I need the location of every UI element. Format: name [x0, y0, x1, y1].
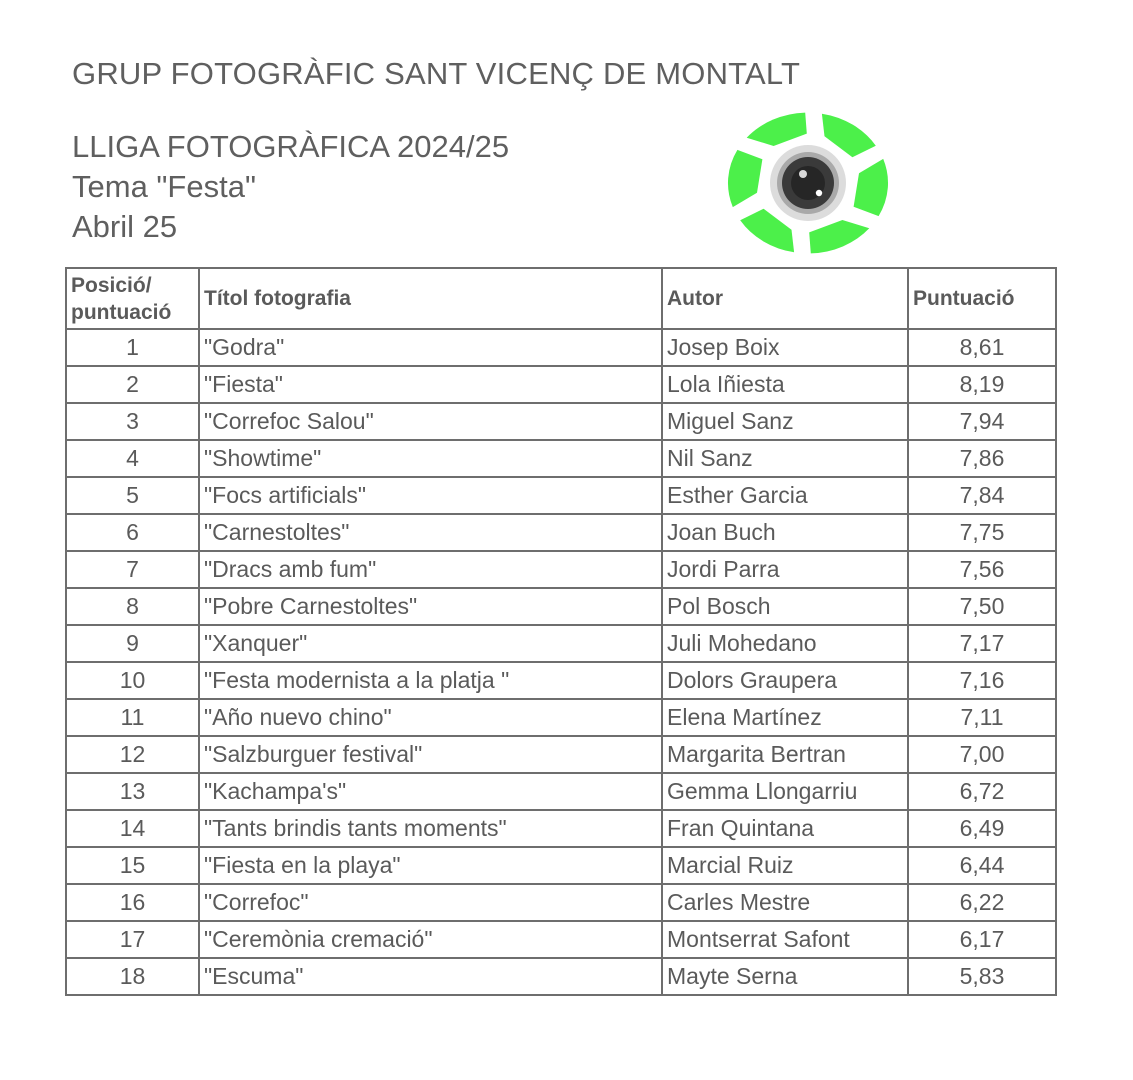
ranking-table	[65, 267, 1057, 996]
author-cell: Nil Sanz	[662, 440, 908, 477]
author-cell: Elena Martínez	[662, 699, 908, 736]
table-row	[66, 403, 1056, 440]
position-cell: 9	[66, 625, 199, 662]
table-row	[66, 847, 1056, 884]
table-row	[66, 662, 1056, 699]
author-cell: Fran Quintana	[662, 810, 908, 847]
author-cell: Mayte Serna	[662, 958, 908, 995]
author-cell: Juli Mohedano	[662, 625, 908, 662]
score-cell: 7,17	[908, 625, 1056, 662]
author-cell: Jordi Parra	[662, 551, 908, 588]
author-cell: Josep Boix	[662, 329, 908, 366]
header-author: Autor	[662, 268, 908, 329]
score-cell: 8,19	[908, 366, 1056, 403]
league-info	[72, 127, 509, 247]
title-cell: "Focs artificials"	[199, 477, 662, 514]
score-cell: 6,72	[908, 773, 1056, 810]
title-cell: "Godra"	[199, 329, 662, 366]
table-row	[66, 366, 1056, 403]
shutter-blade	[809, 220, 869, 253]
title-cell: "Dracs amb fum"	[199, 551, 662, 588]
theme-title: Tema "Festa"	[72, 169, 256, 204]
organization-title: GRUP FOTOGRÀFIC SANT VICENÇ DE MONTALT	[72, 56, 801, 91]
title-cell: "Pobre Carnestoltes"	[199, 588, 662, 625]
title-cell: "Salzburguer festival"	[199, 736, 662, 773]
author-cell: Joan Buch	[662, 514, 908, 551]
header-position-line2: puntuació	[71, 300, 172, 324]
title-cell: "Carnestoltes"	[199, 514, 662, 551]
author-cell: Carles Mestre	[662, 884, 908, 921]
author-cell: Dolors Graupera	[662, 662, 908, 699]
score-cell: 7,11	[908, 699, 1056, 736]
title-cell: "Festa modernista a la platja "	[199, 662, 662, 699]
position-cell: 6	[66, 514, 199, 551]
author-cell: Montserrat Safont	[662, 921, 908, 958]
score-cell: 7,84	[908, 477, 1056, 514]
score-cell: 6,22	[908, 884, 1056, 921]
position-cell: 15	[66, 847, 199, 884]
score-cell: 7,86	[908, 440, 1056, 477]
header-position	[66, 268, 199, 329]
position-cell: 8	[66, 588, 199, 625]
table-row	[66, 958, 1056, 995]
title-cell: "Showtime"	[199, 440, 662, 477]
header-score: Puntuació	[908, 268, 1056, 329]
month-label: Abril 25	[72, 209, 178, 244]
table-row	[66, 699, 1056, 736]
score-cell: 5,83	[908, 958, 1056, 995]
title-cell: "Año nuevo chino"	[199, 699, 662, 736]
position-cell: 10	[66, 662, 199, 699]
position-cell: 13	[66, 773, 199, 810]
table-row	[66, 440, 1056, 477]
position-cell: 3	[66, 403, 199, 440]
author-cell: Esther Garcia	[662, 477, 908, 514]
table-row	[66, 921, 1056, 958]
score-cell: 7,50	[908, 588, 1056, 625]
score-cell: 6,49	[908, 810, 1056, 847]
position-cell: 4	[66, 440, 199, 477]
title-cell: "Correfoc Salou"	[199, 403, 662, 440]
position-cell: 17	[66, 921, 199, 958]
position-cell: 11	[66, 699, 199, 736]
author-cell: Marcial Ruiz	[662, 847, 908, 884]
position-cell: 18	[66, 958, 199, 995]
score-cell: 8,61	[908, 329, 1056, 366]
title-cell: "Ceremònia cremació"	[199, 921, 662, 958]
position-cell: 5	[66, 477, 199, 514]
position-cell: 2	[66, 366, 199, 403]
author-cell: Gemma Llongarriu	[662, 773, 908, 810]
table-row	[66, 514, 1056, 551]
title-cell: "Escuma"	[199, 958, 662, 995]
table-row	[66, 329, 1056, 366]
shutter-blade	[728, 150, 762, 207]
score-cell: 7,00	[908, 736, 1056, 773]
author-cell: Pol Bosch	[662, 588, 908, 625]
table-row	[66, 477, 1056, 514]
score-cell: 7,56	[908, 551, 1056, 588]
table-row	[66, 773, 1056, 810]
title-cell: "Correfoc"	[199, 884, 662, 921]
table-row	[66, 884, 1056, 921]
title-cell: "Fiesta en la playa"	[199, 847, 662, 884]
shutter-blade	[747, 113, 807, 146]
author-cell: Lola Iñiesta	[662, 366, 908, 403]
table-row	[66, 736, 1056, 773]
camera-shutter-lens-icon	[727, 112, 889, 254]
score-cell: 6,17	[908, 921, 1056, 958]
title-cell: "Kachampa's"	[199, 773, 662, 810]
table-row	[66, 588, 1056, 625]
position-cell: 7	[66, 551, 199, 588]
score-cell: 7,94	[908, 403, 1056, 440]
table-row	[66, 625, 1056, 662]
author-cell: Miguel Sanz	[662, 403, 908, 440]
position-cell: 16	[66, 884, 199, 921]
score-cell: 7,16	[908, 662, 1056, 699]
author-cell: Margarita Bertran	[662, 736, 908, 773]
title-cell: "Tants brindis tants moments"	[199, 810, 662, 847]
position-cell: 1	[66, 329, 199, 366]
title-cell: "Fiesta"	[199, 366, 662, 403]
shutter-blade	[854, 159, 888, 216]
score-cell: 7,75	[908, 514, 1056, 551]
table-row	[66, 810, 1056, 847]
header-title: Títol fotografia	[199, 268, 662, 329]
table-header-row	[66, 268, 1056, 329]
table-row	[66, 551, 1056, 588]
position-cell: 12	[66, 736, 199, 773]
league-title: LLIGA FOTOGRÀFICA 2024/25	[72, 129, 510, 164]
header-position-line1: Posició/	[71, 273, 152, 297]
score-cell: 6,44	[908, 847, 1056, 884]
title-cell: "Xanquer"	[199, 625, 662, 662]
position-cell: 14	[66, 810, 199, 847]
